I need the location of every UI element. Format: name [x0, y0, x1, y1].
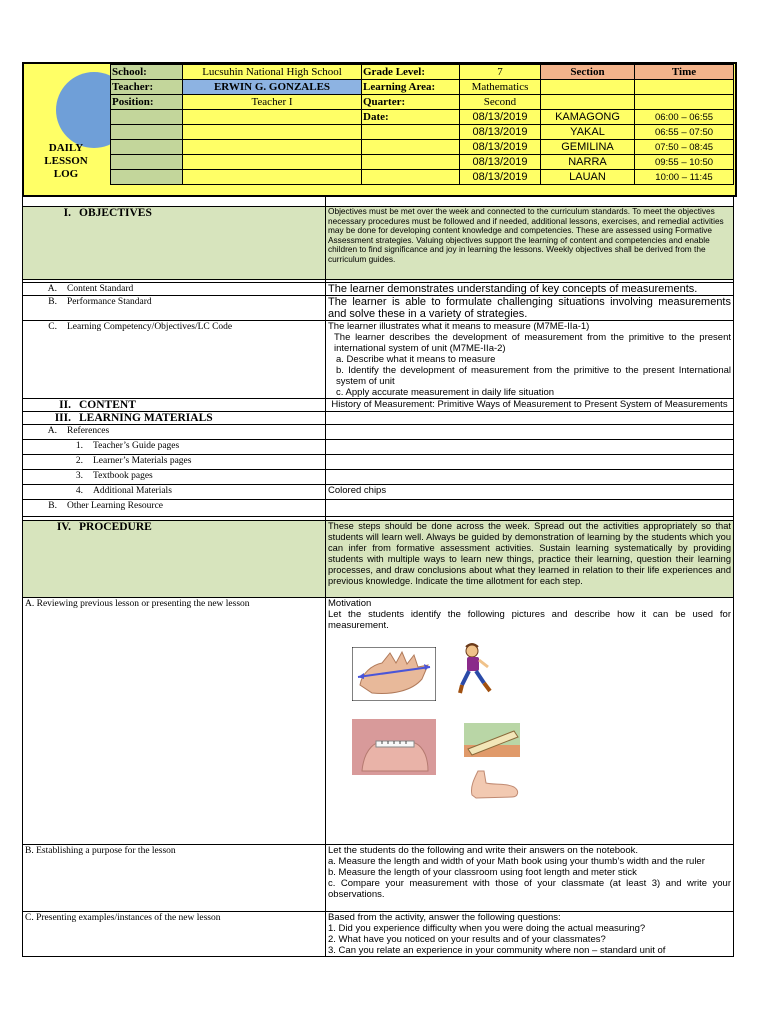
procedure-a-label: A. Reviewing previous lesson or presenting the new lesson	[23, 598, 326, 845]
procedure-a-row	[23, 598, 734, 845]
session-row	[111, 140, 734, 155]
learning-materials-row: III. LEARNING MATERIALS	[23, 412, 734, 425]
session-time: 06:55 – 07:50	[635, 125, 734, 140]
grade-level-value: 7	[460, 65, 541, 80]
session-section: KAMAGONG	[541, 110, 635, 125]
materials-item-row: 3. Textbook pages	[23, 470, 734, 485]
session-time: 06:00 – 06:55	[635, 110, 734, 125]
ruler-image	[464, 723, 520, 757]
session-section: NARRA	[541, 155, 635, 170]
learning-materials-title: LEARNING MATERIALS	[79, 412, 213, 424]
session-time: 10:00 – 11:45	[635, 170, 734, 185]
performance-standard-label: Performance Standard	[67, 297, 152, 307]
grade-level-label: Grade Level:	[362, 65, 460, 80]
session-section: YAKAL	[541, 125, 635, 140]
session-time: 07:50 – 08:45	[635, 140, 734, 155]
materials-item-row: 1. Teacher’s Guide pages	[23, 440, 734, 455]
quarter-value: Second	[460, 95, 541, 110]
teacher-value: ERWIN G. GONZALES	[183, 80, 362, 95]
content-standard-label: Content Standard	[67, 284, 134, 294]
competency-value: The learner illustrates what it means to measure (M7ME-IIa-1) The learner describes the development of measurement from the primitive to the present international system of unit (M7ME-IIa-2) a. Describe what it means to measure b. Identify the development of measurement from the primitive to the present International system of unit c. Apply accurate measurement in daily life situation	[326, 321, 734, 399]
content-row: II. CONTENT History of Measurement: Primitive Ways of Measurement to Present System of Measurements	[23, 399, 734, 412]
session-row	[111, 170, 734, 185]
procedure-b-label: B. Establishing a purpose for the lesson	[23, 845, 326, 912]
header-info-table	[110, 64, 734, 185]
objectives-num: I.	[63, 207, 71, 219]
motivation-title: Motivation	[328, 598, 372, 609]
performance-standard-row: B. Performance Standard The learner is able to formulate challenging situations involving measurements and solve these in a variety of strategies.	[23, 296, 734, 321]
competency-label: Learning Competency/Objectives/LC Code	[67, 322, 233, 332]
teacher-label: Teacher:	[111, 80, 183, 95]
position-value: Teacher I	[183, 95, 362, 110]
daily-lesson-log-title: DAILY LESSON LOG	[44, 142, 88, 180]
objectives-note: Objectives must be met over the week and connected to the curriculum standards. To meet the objectives necessary procedures must be followed and if needed, additional lessons, exercises, and remedial activities may be done for developing content knowledge and competencies. These are assessed using Formative Assessment strategies. Valuing objectives support the learning of content and competencies and enable children to find significance and joy in learning the lessons. Weekly objectives shall be derived from the curriculum guides.	[326, 207, 734, 280]
objectives-section	[23, 207, 734, 280]
school-label: School:	[111, 65, 183, 80]
walking-man-image	[458, 643, 494, 695]
materials-item-row: 2. Learner’s Materials pages	[23, 455, 734, 470]
procedure-b-row: B. Establishing a purpose for the lesson Let the students do the following and write their answers on the notebook. a. Measure the length and width of your Math book using your thumb’s width and the ruler b. Measure the length of your classroom using foot length and meter stick c. Compare your measurement with those of your classmate (at least 3) and write your observations.	[23, 845, 734, 912]
session-row	[111, 110, 734, 125]
materials-item-value	[326, 455, 734, 470]
materials-item-label: Textbook pages	[93, 471, 153, 481]
materials-item-value	[326, 470, 734, 485]
learning-area-value: Mathematics	[460, 80, 541, 95]
procedure-c-label: C. Presenting examples/instances of the new lesson	[23, 912, 326, 957]
section-header: Section	[541, 65, 635, 80]
materials-item-label: Learner’s Materials pages	[93, 456, 192, 466]
date-label: Date:	[362, 110, 460, 125]
other-resource-label: Other Learning Resource	[67, 501, 164, 511]
session-time: 09:55 – 10:50	[635, 155, 734, 170]
procedure-c-row: C. Presenting examples/instances of the new lesson Based from the activity, answer the following questions: 1. Did you experience difficulty when you were doing the actual measuring? 2. What have you noticed on your results and of your classmates? 3. Can you relate an experience in your community where non – standard unit of	[23, 912, 734, 957]
session-date: 08/13/2019	[460, 125, 541, 140]
references-row: A. References	[23, 425, 734, 440]
content-title: CONTENT	[79, 399, 136, 411]
materials-item-label: Teacher’s Guide pages	[93, 441, 180, 451]
school-value: Lucsuhin National High School	[183, 65, 362, 80]
session-row	[111, 155, 734, 170]
materials-item-value	[326, 440, 734, 455]
learning-area-label: Learning Area:	[362, 80, 460, 95]
session-row	[111, 125, 734, 140]
lesson-log-body	[22, 195, 734, 957]
content-standard-row: A. Content Standard The learner demonstrates understanding of key concepts of measurements.	[23, 283, 734, 296]
materials-item-label: Additional Materials	[93, 486, 172, 496]
competency-row: C. Learning Competency/Objectives/LC Code The learner illustrates what it means to measure (M7ME-IIa-1) The learner describes the development of measurement from the primitive to the present international system of unit (M7ME-IIa-2) a. Describe what it means to measure b. Identify the development of measurement from the primitive to the present International system of unit c. Apply accurate measurement in daily life situation	[23, 321, 734, 399]
materials-item-row: 4. Additional Materials Colored chips	[23, 485, 734, 500]
materials-item-value: Colored chips	[326, 485, 734, 500]
procedure-section: IV. PROCEDURE These steps should be done across the week. Spread out the activities appropriately so that students will learn well. Always be guided by demonstration of learning by the students which you can infer from formative assessment activities. Sustain learning systematically by providing students with multiple ways to learn new things, practice their learning, question their learning processes, and draw conclusions about what they learned in relation to their life experiences and previous knowledge. Indicate the time allotment for each step.	[23, 521, 734, 598]
lesson-log-header	[22, 62, 737, 197]
procedure-note: These steps should be done across the week. Spread out the activities appropriately so that students will learn well. Always be guided by demonstration of learning by the students which you can infer from formative assessment activities. Sustain learning systematically by providing students with multiple ways to learn new things, practice their learning, question their learning processes, and draw conclusions about what they learned in relation to their life experiences and previous knowledge. Indicate the time allotment for each step.	[326, 521, 734, 598]
session-date: 08/13/2019	[460, 140, 541, 155]
performance-standard-value: The learner is able to formulate challenging situations involving measurements and solve these in a variety of strategies.	[326, 296, 734, 321]
hand-span-image	[352, 647, 436, 701]
time-header: Time	[635, 65, 734, 80]
other-resource-row: B. Other Learning Resource	[23, 500, 734, 517]
quarter-label: Quarter:	[362, 95, 460, 110]
session-date: 08/13/2019	[460, 110, 541, 125]
procedure-title: PROCEDURE	[79, 521, 152, 533]
motivation-text: Let the students identify the following pictures and describe how it can be used for measurement.	[328, 609, 731, 631]
content-value: History of Measurement: Primitive Ways of Measurement to Present System of Measurements	[326, 399, 734, 412]
motivation-pictures	[328, 631, 731, 821]
finger-ruler-image	[352, 719, 436, 775]
objectives-title: OBJECTIVES	[79, 207, 152, 219]
session-date: 08/13/2019	[460, 155, 541, 170]
session-section: GEMILINA	[541, 140, 635, 155]
session-date: 08/13/2019	[460, 170, 541, 185]
session-section: LAUAN	[541, 170, 635, 185]
position-label: Position:	[111, 95, 183, 110]
foot-image	[468, 765, 520, 801]
references-label: References	[67, 426, 110, 436]
content-standard-value: The learner demonstrates understanding of key concepts of measurements.	[326, 283, 734, 296]
